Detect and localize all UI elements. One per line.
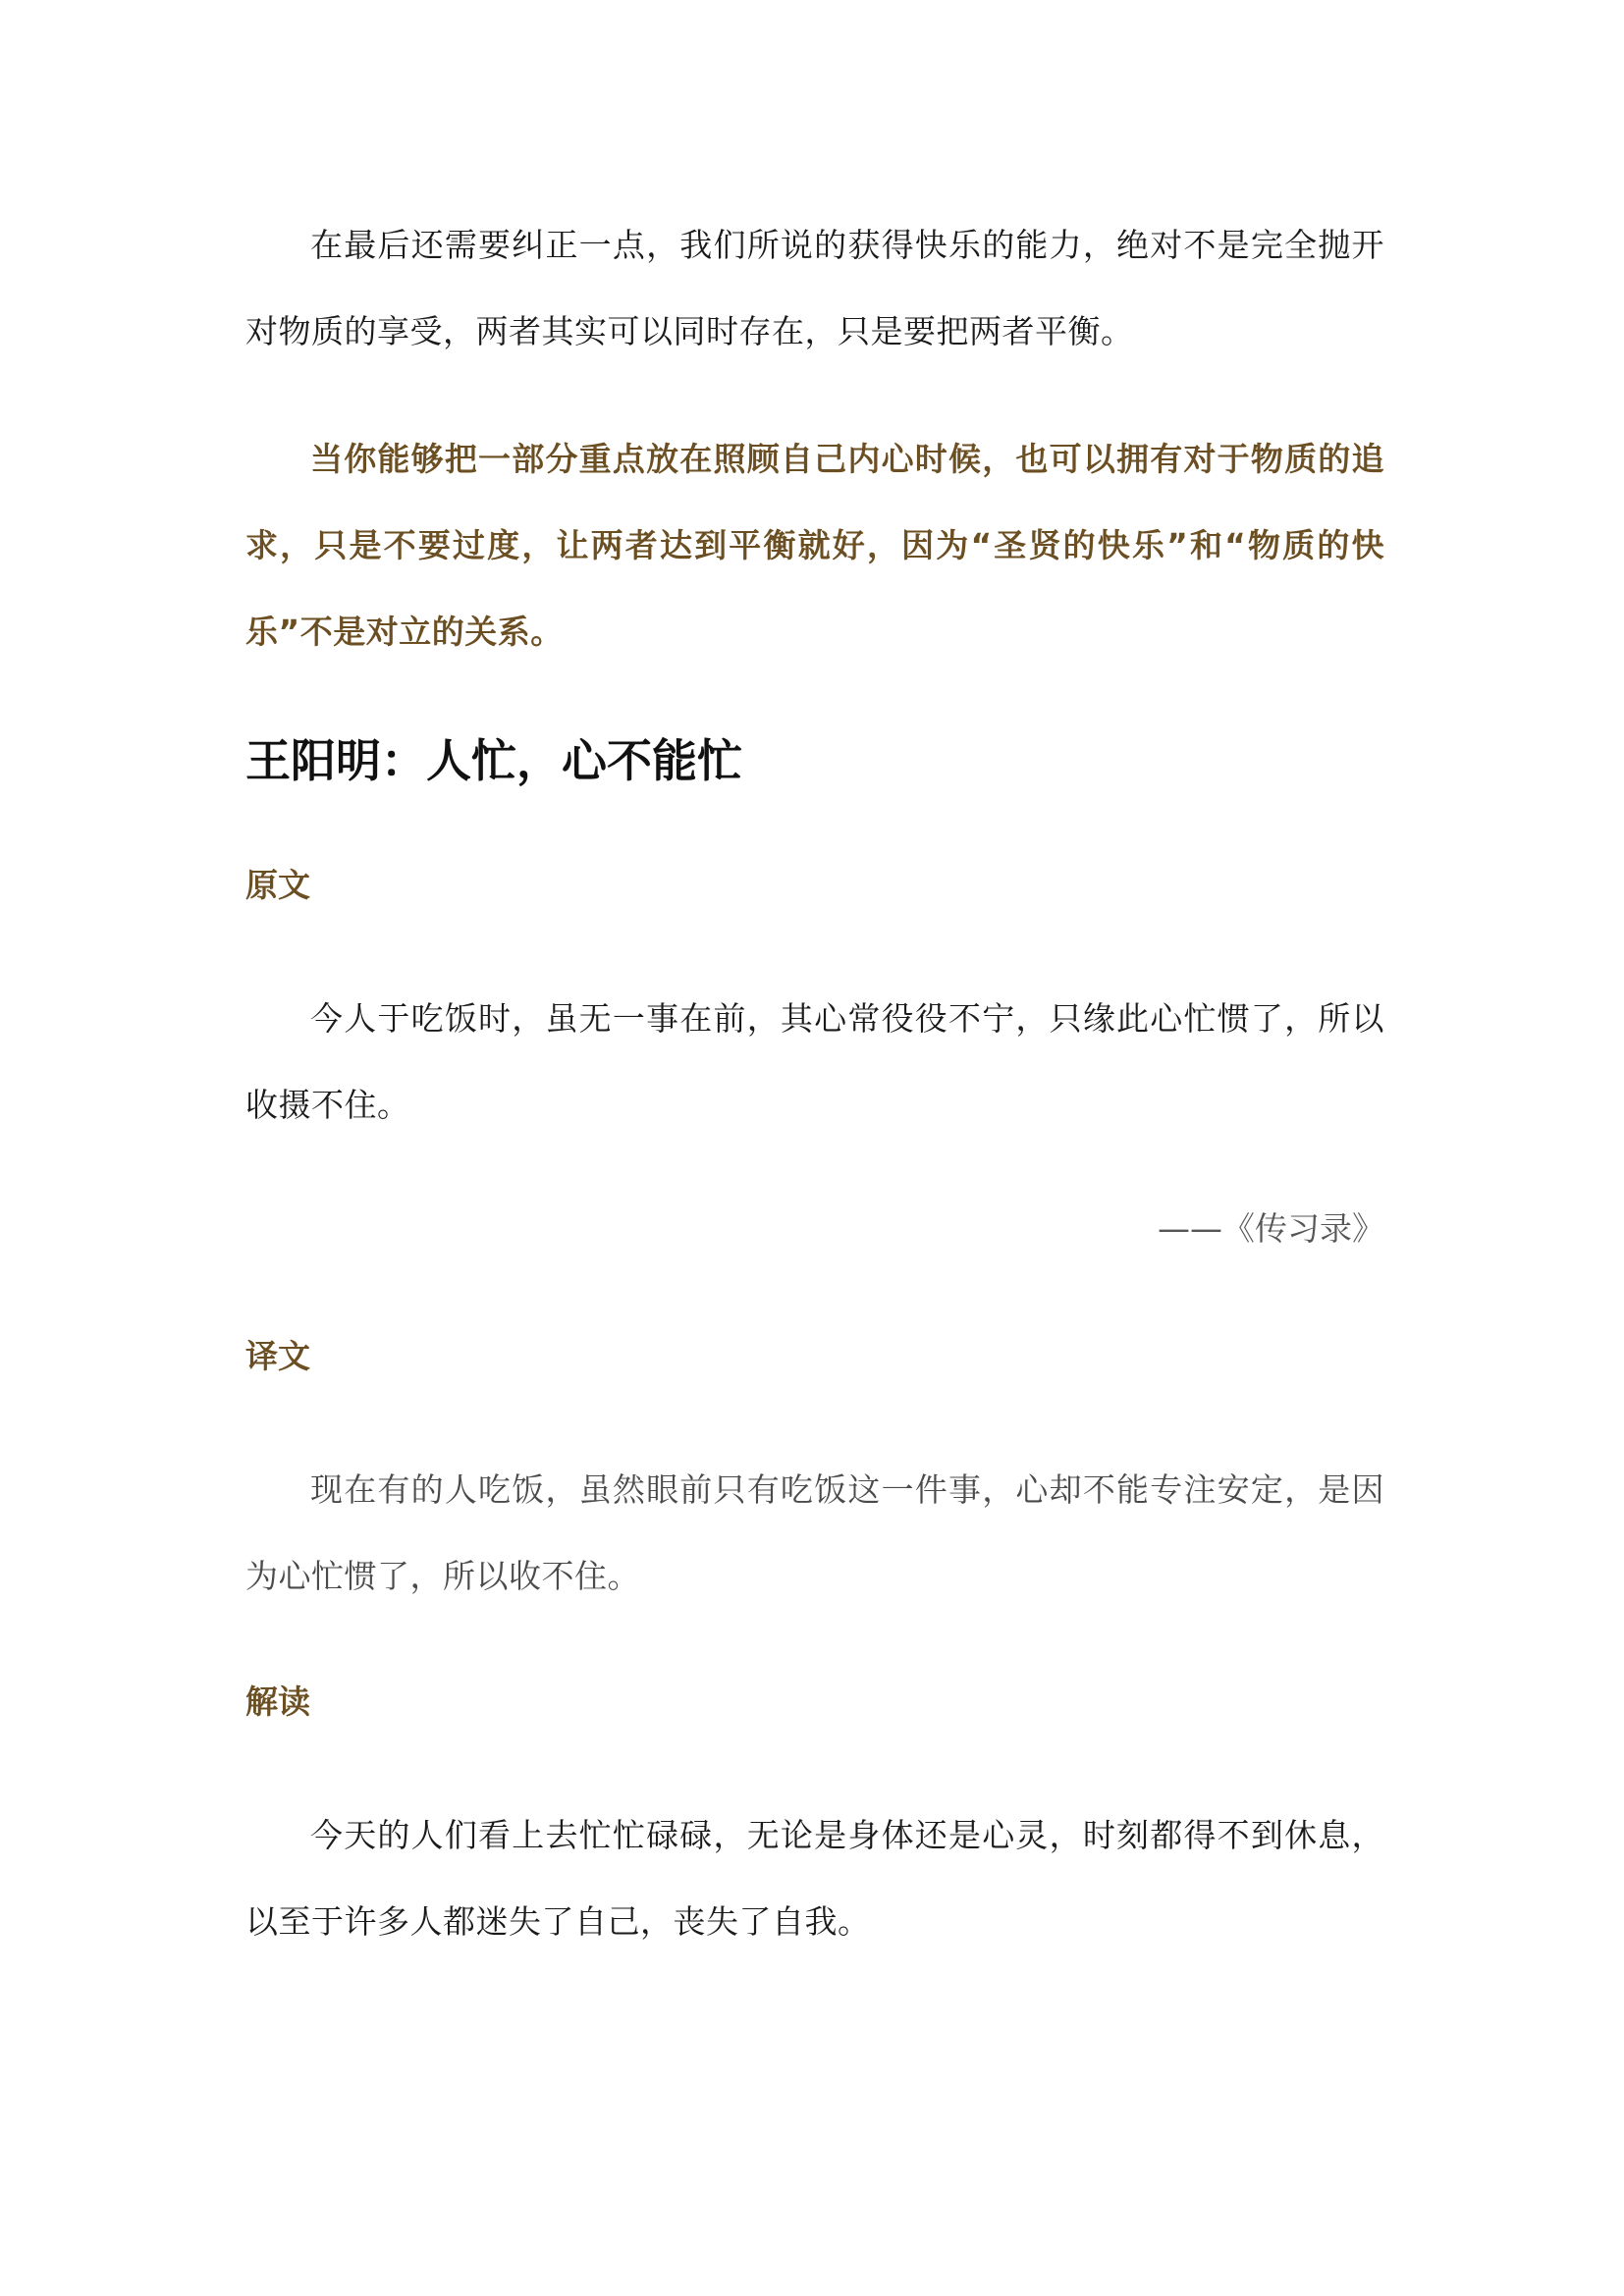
translation-text: 现在有的人吃饭，虽然眼前只有吃饭这一件事，心却不能专注安定，是因为心忙惯了，所以收不住。: [245, 1470, 1384, 1595]
paragraph-balance: 在最后还需要纠正一点，我们所说的获得快乐的能力，绝对不是完全抛开对物质的享受，两者其实可以同时存在，只是要把两者平衡。: [245, 226, 1384, 350]
interpretation-label: 解读: [245, 1682, 310, 1721]
interpretation-text: 今天的人们看上去忙忙碌碌，无论是身体还是心灵，时刻都得不到休息，以至于许多人都迷失了自己，丧失了自我。: [245, 1816, 1384, 1941]
original-label: 原文: [245, 866, 310, 904]
source-citation: ——《传习录》: [1158, 1209, 1384, 1248]
paragraph-highlight: 当你能够把一部分重点放在照顾自己内心时候，也可以拥有对于物质的追求，只是不要过度，让两者达到平衡就好，因为“圣贤的快乐”和“物质的快乐”不是对立的关系。: [245, 440, 1384, 651]
original-text: 今人于吃饭时，虽无一事在前，其心常役役不宁，只缘此心忙惯了，所以收摄不住。: [245, 999, 1384, 1124]
translation-label: 译文: [245, 1337, 310, 1375]
section-title: 王阳明：人忙，心不能忙: [245, 734, 742, 787]
